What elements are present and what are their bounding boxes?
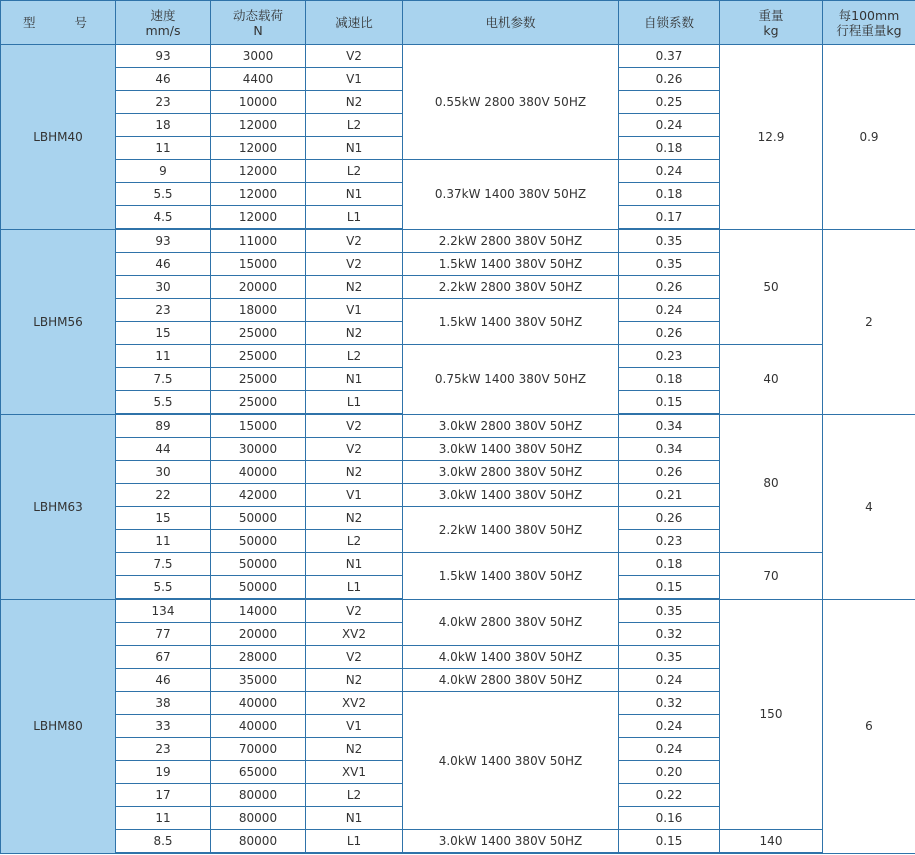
weight-header-label: 重量	[758, 7, 784, 23]
selflock-cell: 0.26	[619, 322, 720, 345]
selflock-cell: 0.35	[619, 646, 720, 669]
speed-cell: 5.5	[116, 391, 211, 415]
ratio-cell: N1	[306, 807, 403, 830]
ratio-cell: L1	[306, 206, 403, 230]
motor-cell: 0.37kW 1400 380V 50HZ	[403, 160, 619, 230]
load-cell: 25000	[211, 368, 306, 391]
ratio-cell: XV1	[306, 761, 403, 784]
load-cell: 20000	[211, 276, 306, 299]
selflock-cell: 0.17	[619, 206, 720, 230]
speed-cell: 23	[116, 91, 211, 114]
load-cell: 4400	[211, 68, 306, 91]
speed-cell: 7.5	[116, 368, 211, 391]
load-cell: 40000	[211, 715, 306, 738]
selflock-cell: 0.18	[619, 368, 720, 391]
speed-cell: 11	[116, 807, 211, 830]
speed-cell: 19	[116, 761, 211, 784]
motor-cell: 4.0kW 1400 380V 50HZ	[403, 692, 619, 830]
table-row	[1, 229, 915, 253]
selflock-cell: 0.15	[619, 391, 720, 415]
ratio-cell: N2	[306, 738, 403, 761]
speed-cell: 67	[116, 646, 211, 669]
selflock-cell: 0.35	[619, 229, 720, 253]
header-row	[1, 1, 915, 45]
speed-cell: 89	[116, 414, 211, 438]
load-cell: 12000	[211, 160, 306, 183]
weight-cell: 80	[720, 414, 823, 553]
stroke-weight-cell: 4	[823, 414, 915, 599]
load-cell: 15000	[211, 414, 306, 438]
weight-cell: 70	[720, 553, 823, 600]
speed-header	[116, 1, 211, 45]
weight-cell: 150	[720, 599, 823, 830]
selflock-cell: 0.24	[619, 114, 720, 137]
selflock-cell: 0.35	[619, 599, 720, 623]
load-cell: 65000	[211, 761, 306, 784]
load-cell: 50000	[211, 553, 306, 576]
weight-cell: 50	[720, 229, 823, 345]
motor-cell: 2.2kW 2800 380V 50HZ	[403, 229, 619, 253]
selflock-cell: 0.22	[619, 784, 720, 807]
selflock-cell: 0.34	[619, 414, 720, 438]
load-cell: 20000	[211, 623, 306, 646]
ratio-cell: N2	[306, 91, 403, 114]
motor-cell: 3.0kW 1400 380V 50HZ	[403, 484, 619, 507]
selflock-cell: 0.26	[619, 276, 720, 299]
motor-cell: 1.5kW 1400 380V 50HZ	[403, 253, 619, 276]
load-cell: 25000	[211, 322, 306, 345]
selflock-cell: 0.15	[619, 576, 720, 600]
speed-cell: 4.5	[116, 206, 211, 230]
ratio-cell: N1	[306, 368, 403, 391]
selflock-cell: 0.32	[619, 623, 720, 646]
selflock-cell: 0.37	[619, 45, 720, 68]
speed-cell: 11	[116, 530, 211, 553]
stroke-weight-header-line1: 每100mm	[838, 7, 900, 23]
speed-cell: 93	[116, 45, 211, 68]
load-header	[211, 1, 306, 45]
load-cell: 12000	[211, 206, 306, 230]
ratio-cell: L1	[306, 830, 403, 854]
speed-cell: 30	[116, 276, 211, 299]
speed-cell: 77	[116, 623, 211, 646]
speed-cell: 9	[116, 160, 211, 183]
model-header	[1, 1, 116, 45]
table-row	[1, 345, 915, 368]
model-cell: LBHM63	[1, 414, 116, 599]
load-cell: 12000	[211, 183, 306, 206]
load-header-unit: N	[253, 22, 263, 38]
motor-cell: 0.55kW 2800 380V 50HZ	[403, 45, 619, 160]
speed-cell: 11	[116, 345, 211, 368]
ratio-cell: V2	[306, 599, 403, 623]
table-row	[1, 553, 915, 576]
load-cell: 40000	[211, 692, 306, 715]
selflock-cell: 0.20	[619, 761, 720, 784]
selflock-cell: 0.24	[619, 715, 720, 738]
weight-cell: 140	[720, 830, 823, 854]
stroke-weight-cell: 0.9	[823, 45, 915, 230]
selflock-cell: 0.26	[619, 507, 720, 530]
model-header-right: 号	[74, 15, 87, 30]
ratio-cell: N2	[306, 507, 403, 530]
load-cell: 70000	[211, 738, 306, 761]
ratio-cell: L2	[306, 114, 403, 137]
model-header-left: 型	[23, 15, 36, 30]
weight-cell: 12.9	[720, 45, 823, 230]
load-cell: 10000	[211, 91, 306, 114]
speed-cell: 46	[116, 669, 211, 692]
ratio-cell: N2	[306, 461, 403, 484]
weight-header	[720, 1, 823, 45]
speed-cell: 22	[116, 484, 211, 507]
ratio-cell: N1	[306, 553, 403, 576]
motor-cell: 4.0kW 1400 380V 50HZ	[403, 646, 619, 669]
model-cell: LBHM56	[1, 229, 116, 414]
speed-cell: 5.5	[116, 183, 211, 206]
load-header-label: 动态载荷	[232, 7, 283, 23]
load-cell: 18000	[211, 299, 306, 322]
load-cell: 40000	[211, 461, 306, 484]
speed-header-unit: mm/s	[145, 22, 181, 38]
speed-cell: 11	[116, 137, 211, 160]
table-row	[1, 45, 915, 68]
load-cell: 25000	[211, 391, 306, 415]
ratio-cell: V2	[306, 414, 403, 438]
ratio-cell: V1	[306, 299, 403, 322]
weight-header-unit: kg	[763, 22, 779, 38]
motor-cell: 3.0kW 2800 380V 50HZ	[403, 461, 619, 484]
motor-cell: 1.5kW 1400 380V 50HZ	[403, 299, 619, 345]
ratio-cell: L1	[306, 391, 403, 415]
selflock-cell: 0.24	[619, 669, 720, 692]
ratio-cell: N2	[306, 669, 403, 692]
ratio-cell: XV2	[306, 623, 403, 646]
load-cell: 15000	[211, 253, 306, 276]
stroke-weight-header	[823, 1, 915, 45]
ratio-cell: L2	[306, 784, 403, 807]
speed-cell: 30	[116, 461, 211, 484]
motor-cell: 4.0kW 2800 380V 50HZ	[403, 669, 619, 692]
selflock-cell: 0.35	[619, 253, 720, 276]
motor-cell: 0.75kW 1400 380V 50HZ	[403, 345, 619, 415]
ratio-cell: N2	[306, 276, 403, 299]
motor-cell: 3.0kW 1400 380V 50HZ	[403, 438, 619, 461]
ratio-cell: N1	[306, 183, 403, 206]
ratio-cell: L1	[306, 576, 403, 600]
speed-cell: 93	[116, 229, 211, 253]
speed-cell: 23	[116, 738, 211, 761]
ratio-cell: XV2	[306, 692, 403, 715]
selflock-cell: 0.24	[619, 160, 720, 183]
ratio-cell: L2	[306, 530, 403, 553]
model-cell: LBHM40	[1, 45, 116, 230]
load-cell: 30000	[211, 438, 306, 461]
selflock-cell: 0.34	[619, 438, 720, 461]
load-cell: 12000	[211, 114, 306, 137]
selflock-cell: 0.18	[619, 183, 720, 206]
load-cell: 12000	[211, 137, 306, 160]
speed-cell: 46	[116, 68, 211, 91]
selflock-cell: 0.26	[619, 68, 720, 91]
selflock-cell: 0.24	[619, 299, 720, 322]
model-cell: LBHM80	[1, 599, 116, 853]
speed-header-label: 速度	[150, 7, 176, 23]
selflock-cell: 0.25	[619, 91, 720, 114]
weight-cell: 40	[720, 345, 823, 415]
selflock-header: 自锁系数	[619, 1, 720, 45]
motor-header: 电机参数	[403, 1, 619, 45]
motor-cell: 3.0kW 2800 380V 50HZ	[403, 414, 619, 438]
speed-cell: 23	[116, 299, 211, 322]
speed-cell: 134	[116, 599, 211, 623]
table-body	[1, 45, 915, 854]
motor-cell: 3.0kW 1400 380V 50HZ	[403, 830, 619, 854]
speed-cell: 17	[116, 784, 211, 807]
ratio-cell: V2	[306, 646, 403, 669]
selflock-cell: 0.32	[619, 692, 720, 715]
selflock-cell: 0.16	[619, 807, 720, 830]
selflock-cell: 0.23	[619, 345, 720, 368]
stroke-weight-cell: 6	[823, 599, 915, 853]
speed-cell: 15	[116, 322, 211, 345]
table-row	[1, 414, 915, 438]
load-cell: 80000	[211, 784, 306, 807]
ratio-cell: V2	[306, 229, 403, 253]
speed-cell: 15	[116, 507, 211, 530]
speed-cell: 5.5	[116, 576, 211, 600]
table-row	[1, 599, 915, 623]
stroke-weight-cell: 2	[823, 229, 915, 414]
selflock-cell: 0.21	[619, 484, 720, 507]
ratio-cell: V2	[306, 253, 403, 276]
ratio-cell: V2	[306, 438, 403, 461]
load-cell: 25000	[211, 345, 306, 368]
ratio-cell: V2	[306, 45, 403, 68]
speed-cell: 8.5	[116, 830, 211, 854]
motor-cell: 4.0kW 2800 380V 50HZ	[403, 599, 619, 646]
speed-cell: 18	[116, 114, 211, 137]
load-cell: 80000	[211, 830, 306, 854]
speed-cell: 38	[116, 692, 211, 715]
load-cell: 42000	[211, 484, 306, 507]
load-cell: 14000	[211, 599, 306, 623]
ratio-cell: N2	[306, 322, 403, 345]
load-cell: 50000	[211, 576, 306, 600]
selflock-cell: 0.23	[619, 530, 720, 553]
load-cell: 80000	[211, 807, 306, 830]
selflock-cell: 0.15	[619, 830, 720, 854]
load-cell: 28000	[211, 646, 306, 669]
motor-cell: 2.2kW 1400 380V 50HZ	[403, 507, 619, 553]
ratio-cell: V1	[306, 484, 403, 507]
selflock-cell: 0.24	[619, 738, 720, 761]
motor-cell: 2.2kW 2800 380V 50HZ	[403, 276, 619, 299]
ratio-cell: L2	[306, 160, 403, 183]
ratio-header: 减速比	[306, 1, 403, 45]
load-cell: 3000	[211, 45, 306, 68]
stroke-weight-header-line2: 行程重量kg	[836, 22, 902, 38]
speed-cell: 33	[116, 715, 211, 738]
speed-cell: 44	[116, 438, 211, 461]
ratio-cell: V1	[306, 68, 403, 91]
table-row	[1, 830, 915, 854]
selflock-cell: 0.26	[619, 461, 720, 484]
motor-cell: 1.5kW 1400 380V 50HZ	[403, 553, 619, 600]
ratio-cell: L2	[306, 345, 403, 368]
speed-cell: 7.5	[116, 553, 211, 576]
load-cell: 50000	[211, 530, 306, 553]
load-cell: 35000	[211, 669, 306, 692]
load-cell: 11000	[211, 229, 306, 253]
speed-cell: 46	[116, 253, 211, 276]
load-cell: 50000	[211, 507, 306, 530]
selflock-cell: 0.18	[619, 553, 720, 576]
selflock-cell: 0.18	[619, 137, 720, 160]
ratio-cell: N1	[306, 137, 403, 160]
ratio-cell: V1	[306, 715, 403, 738]
